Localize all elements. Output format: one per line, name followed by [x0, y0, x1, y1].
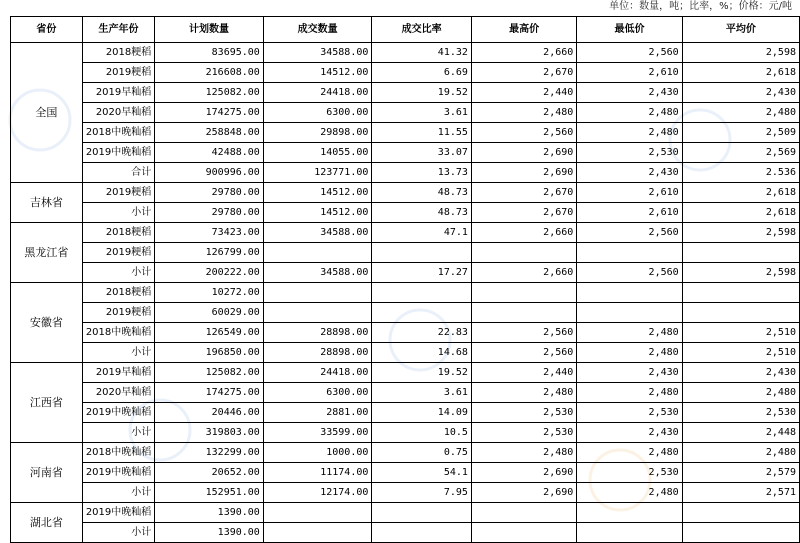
value-cell: 200222.00 — [155, 263, 264, 283]
value-cell: 216608.00 — [155, 63, 264, 83]
value-cell: 34588.00 — [263, 43, 372, 63]
value-cell — [263, 503, 372, 523]
value-cell: 2,480 — [471, 103, 576, 123]
value-cell: 2,530 — [471, 423, 576, 443]
value-cell: 17.27 — [372, 263, 472, 283]
value-cell: 152951.00 — [155, 483, 264, 503]
value-cell: 132299.00 — [155, 443, 264, 463]
table-row — [11, 223, 800, 243]
value-cell: 2,430 — [577, 163, 682, 183]
value-cell: 33599.00 — [263, 423, 372, 443]
col-header: 计划数量 — [155, 17, 264, 43]
value-cell — [263, 283, 372, 303]
value-cell: 11174.00 — [263, 463, 372, 483]
table-row — [11, 163, 800, 183]
value-cell: 6300.00 — [263, 383, 372, 403]
value-cell: 2,660 — [471, 263, 576, 283]
table-row — [11, 383, 800, 403]
value-cell — [577, 283, 682, 303]
value-cell: 2,670 — [471, 183, 576, 203]
table-row — [11, 63, 800, 83]
value-cell: 2,560 — [471, 323, 576, 343]
value-cell: 10.5 — [372, 423, 472, 443]
value-cell: 2.536 — [682, 163, 799, 183]
year-cell: 2018中晚籼稻 — [82, 323, 154, 343]
value-cell: 14512.00 — [263, 183, 372, 203]
value-cell: 126799.00 — [155, 243, 264, 263]
value-cell: 2,530 — [682, 403, 799, 423]
value-cell: 14.09 — [372, 403, 472, 423]
value-cell — [682, 503, 799, 523]
value-cell: 83695.00 — [155, 43, 264, 63]
value-cell: 2,560 — [471, 123, 576, 143]
value-cell: 2,440 — [471, 363, 576, 383]
value-cell: 2,690 — [471, 483, 576, 503]
value-cell: 2,480 — [577, 443, 682, 463]
value-cell: 34588.00 — [263, 223, 372, 243]
value-cell — [471, 243, 576, 263]
value-cell: 2,480 — [577, 103, 682, 123]
value-cell: 54.1 — [372, 463, 472, 483]
value-cell — [682, 283, 799, 303]
value-cell: 2,560 — [471, 343, 576, 363]
value-cell: 2881.00 — [263, 403, 372, 423]
value-cell: 2,690 — [471, 463, 576, 483]
value-cell: 2,480 — [471, 383, 576, 403]
col-header: 成交数量 — [263, 17, 372, 43]
value-cell — [471, 303, 576, 323]
table-row — [11, 203, 800, 223]
value-cell: 2,430 — [682, 363, 799, 383]
value-cell: 11.55 — [372, 123, 472, 143]
value-cell: 2,560 — [577, 223, 682, 243]
year-cell: 2019粳稻 — [82, 183, 154, 203]
table-row — [11, 43, 800, 63]
value-cell: 2,480 — [577, 343, 682, 363]
year-cell: 小计 — [82, 203, 154, 223]
value-cell: 41.32 — [372, 43, 472, 63]
value-cell: 14.68 — [372, 343, 472, 363]
value-cell: 2,598 — [682, 43, 799, 63]
value-cell: 2,530 — [577, 143, 682, 163]
value-cell: 2,480 — [577, 483, 682, 503]
year-cell: 2019中晚籼稻 — [82, 403, 154, 423]
value-cell — [372, 283, 472, 303]
value-cell: 2,480 — [577, 323, 682, 343]
year-cell: 2020早籼稻 — [82, 383, 154, 403]
value-cell: 2,530 — [471, 403, 576, 423]
value-cell — [372, 503, 472, 523]
value-cell: 2,480 — [682, 103, 799, 123]
table-row — [11, 143, 800, 163]
province-cell: 江西省 — [11, 363, 83, 443]
table-row — [11, 483, 800, 503]
province-cell: 黑龙江省 — [11, 223, 83, 283]
year-cell: 2019中晚籼稻 — [82, 503, 154, 523]
value-cell: 2,670 — [471, 203, 576, 223]
table-row — [11, 263, 800, 283]
value-cell: 28898.00 — [263, 323, 372, 343]
value-cell: 2,670 — [471, 63, 576, 83]
table-row — [11, 183, 800, 203]
province-cell: 湖北省 — [11, 503, 83, 543]
value-cell: 6300.00 — [263, 103, 372, 123]
value-cell — [682, 303, 799, 323]
year-cell: 小计 — [82, 523, 154, 543]
year-cell: 2019中晚籼稻 — [82, 143, 154, 163]
year-cell: 2020早籼稻 — [82, 103, 154, 123]
value-cell: 2,510 — [682, 343, 799, 363]
value-cell: 2,579 — [682, 463, 799, 483]
value-cell: 2,440 — [471, 83, 576, 103]
province-cell: 安徽省 — [11, 283, 83, 363]
province-cell: 河南省 — [11, 443, 83, 503]
value-cell: 174275.00 — [155, 383, 264, 403]
value-cell: 126549.00 — [155, 323, 264, 343]
col-header: 最高价 — [471, 17, 576, 43]
value-cell: 12174.00 — [263, 483, 372, 503]
value-cell: 2,610 — [577, 183, 682, 203]
value-cell: 2,690 — [471, 143, 576, 163]
table-row — [11, 463, 800, 483]
year-cell: 合计 — [82, 163, 154, 183]
value-cell: 2,660 — [471, 223, 576, 243]
value-cell: 20652.00 — [155, 463, 264, 483]
table-row — [11, 83, 800, 103]
value-cell: 24418.00 — [263, 363, 372, 383]
value-cell: 3.61 — [372, 383, 472, 403]
value-cell: 2,560 — [577, 263, 682, 283]
value-cell: 2,569 — [682, 143, 799, 163]
col-header: 生产年份 — [82, 17, 154, 43]
table-row — [11, 343, 800, 363]
value-cell: 19.52 — [372, 363, 472, 383]
year-cell: 2019粳稻 — [82, 63, 154, 83]
value-cell — [372, 243, 472, 263]
value-cell: 29898.00 — [263, 123, 372, 143]
value-cell: 2,480 — [577, 123, 682, 143]
value-cell: 1390.00 — [155, 523, 264, 543]
value-cell: 42488.00 — [155, 143, 264, 163]
value-cell: 2,660 — [471, 43, 576, 63]
value-cell: 1390.00 — [155, 503, 264, 523]
value-cell: 2,571 — [682, 483, 799, 503]
value-cell: 125082.00 — [155, 363, 264, 383]
col-header: 成交比率 — [372, 17, 472, 43]
table-row — [11, 363, 800, 383]
value-cell — [577, 503, 682, 523]
year-cell: 2018粳稻 — [82, 283, 154, 303]
year-cell: 2019早籼稻 — [82, 363, 154, 383]
value-cell: 2,610 — [577, 203, 682, 223]
value-cell: 2,430 — [682, 83, 799, 103]
value-cell: 2,560 — [577, 43, 682, 63]
table-row — [11, 103, 800, 123]
table-row — [11, 123, 800, 143]
value-cell: 2,509 — [682, 123, 799, 143]
value-cell: 319803.00 — [155, 423, 264, 443]
table-row — [11, 503, 800, 523]
value-cell: 196850.00 — [155, 343, 264, 363]
province-cell: 吉林省 — [11, 183, 83, 223]
table-row — [11, 283, 800, 303]
province-cell: 全国 — [11, 43, 83, 183]
value-cell: 2,690 — [471, 163, 576, 183]
value-cell: 2,480 — [682, 383, 799, 403]
value-cell: 14512.00 — [263, 63, 372, 83]
value-cell: 2,618 — [682, 183, 799, 203]
table-row — [11, 243, 800, 263]
value-cell: 48.73 — [372, 183, 472, 203]
value-cell: 22.83 — [372, 323, 472, 343]
value-cell — [682, 243, 799, 263]
col-header: 最低价 — [577, 17, 682, 43]
value-cell: 2,480 — [682, 443, 799, 463]
value-cell: 33.07 — [372, 143, 472, 163]
value-cell — [372, 303, 472, 323]
value-cell: 34588.00 — [263, 263, 372, 283]
value-cell: 2,480 — [577, 383, 682, 403]
year-cell: 小计 — [82, 483, 154, 503]
value-cell: 2,430 — [577, 83, 682, 103]
value-cell: 13.73 — [372, 163, 472, 183]
col-header: 省份 — [11, 17, 83, 43]
value-cell — [577, 243, 682, 263]
value-cell — [471, 503, 576, 523]
year-cell: 小计 — [82, 423, 154, 443]
value-cell: 48.73 — [372, 203, 472, 223]
value-cell: 2,530 — [577, 463, 682, 483]
value-cell: 29780.00 — [155, 183, 264, 203]
value-cell: 2,430 — [577, 363, 682, 383]
value-cell: 2,480 — [471, 443, 576, 463]
table-row — [11, 323, 800, 343]
value-cell: 2,610 — [577, 63, 682, 83]
year-cell: 2019粳稻 — [82, 243, 154, 263]
table-row — [11, 423, 800, 443]
year-cell: 小计 — [82, 343, 154, 363]
year-cell: 2019早籼稻 — [82, 83, 154, 103]
value-cell: 2,430 — [577, 423, 682, 443]
value-cell: 258848.00 — [155, 123, 264, 143]
value-cell — [263, 243, 372, 263]
year-cell: 2018粳稻 — [82, 43, 154, 63]
year-cell: 2018中晚籼稻 — [82, 443, 154, 463]
value-cell: 125082.00 — [155, 83, 264, 103]
value-cell: 2,618 — [682, 203, 799, 223]
unit-note: 单位：数量，吨；比率，%；价格：元/吨 — [609, 1, 792, 12]
value-cell: 14055.00 — [263, 143, 372, 163]
value-cell — [471, 283, 576, 303]
value-cell: 0.75 — [372, 443, 472, 463]
value-cell: 123771.00 — [263, 163, 372, 183]
value-cell: 900996.00 — [155, 163, 264, 183]
value-cell: 14512.00 — [263, 203, 372, 223]
value-cell: 24418.00 — [263, 83, 372, 103]
header-row — [11, 17, 800, 43]
value-cell: 10272.00 — [155, 283, 264, 303]
year-cell: 2018粳稻 — [82, 223, 154, 243]
value-cell: 47.1 — [372, 223, 472, 243]
year-cell: 2019粳稻 — [82, 303, 154, 323]
value-cell — [577, 303, 682, 323]
year-cell: 2018中晚籼稻 — [82, 123, 154, 143]
value-cell — [263, 303, 372, 323]
table-row — [11, 303, 800, 323]
value-cell: 2,530 — [577, 403, 682, 423]
value-cell: 2,598 — [682, 223, 799, 243]
value-cell: 6.69 — [372, 63, 472, 83]
value-cell: 2,448 — [682, 423, 799, 443]
value-cell: 29780.00 — [155, 203, 264, 223]
value-cell: 20446.00 — [155, 403, 264, 423]
value-cell: 28898.00 — [263, 343, 372, 363]
value-cell: 3.61 — [372, 103, 472, 123]
col-header: 平均价 — [682, 17, 799, 43]
value-cell: 1000.00 — [263, 443, 372, 463]
value-cell: 174275.00 — [155, 103, 264, 123]
value-cell: 2,618 — [682, 63, 799, 83]
grain-auction-table — [10, 16, 800, 543]
value-cell: 73423.00 — [155, 223, 264, 243]
table-row — [11, 403, 800, 423]
year-cell: 小计 — [82, 263, 154, 283]
value-cell: 2,598 — [682, 263, 799, 283]
value-cell: 7.95 — [372, 483, 472, 503]
value-cell: 19.52 — [372, 83, 472, 103]
value-cell: 2,510 — [682, 323, 799, 343]
table-row — [11, 443, 800, 463]
value-cell: 60029.00 — [155, 303, 264, 323]
year-cell: 2019中晚籼稻 — [82, 463, 154, 483]
